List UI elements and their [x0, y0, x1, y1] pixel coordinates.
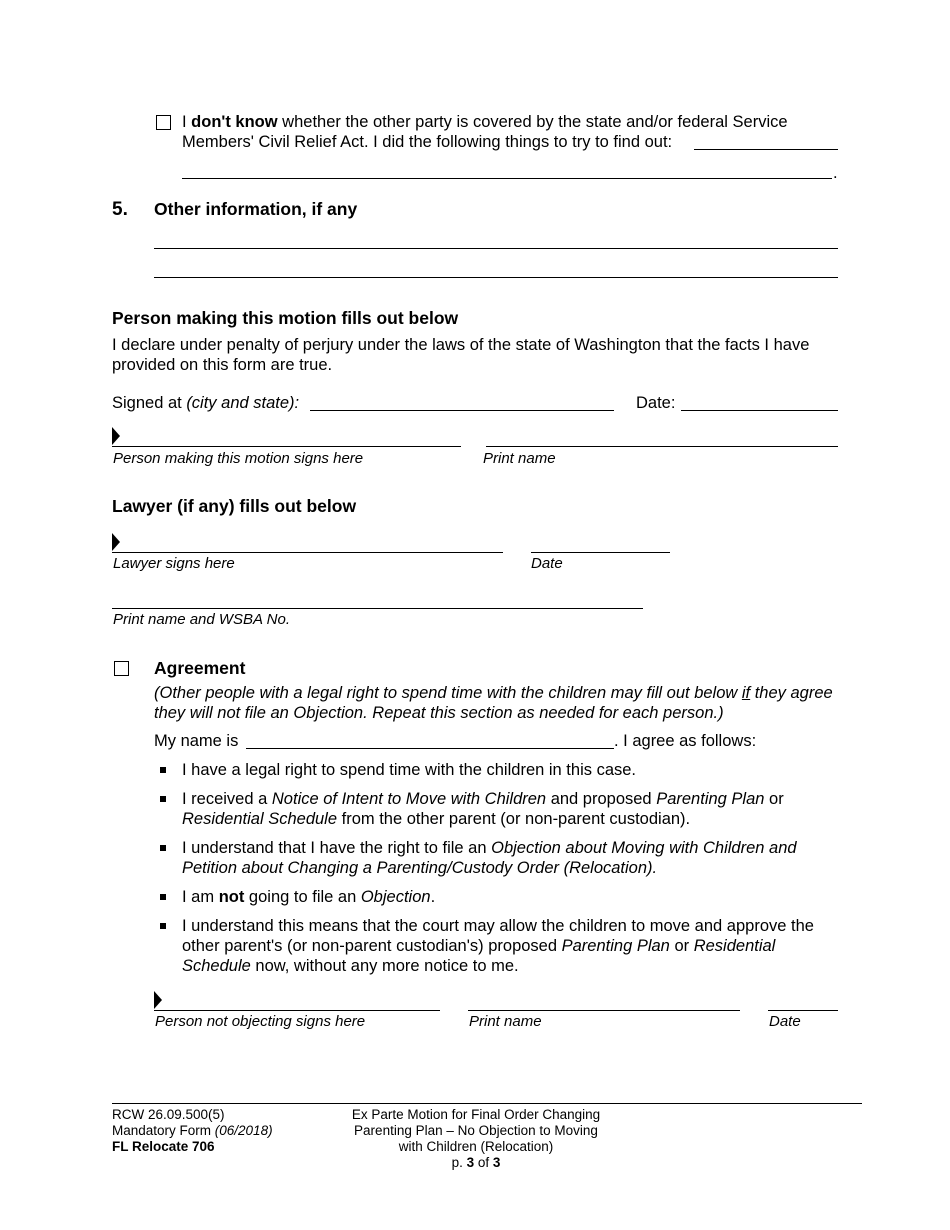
footer-mandatory: Mandatory Form (06/2018): [112, 1123, 273, 1138]
agreement-date-caption: Date: [769, 1013, 801, 1030]
signature-arrow-icon: [112, 427, 120, 445]
bullet-1-marker: [160, 767, 166, 773]
dont-know-line1: I don't know whether the other party is covered by the state and/or federal Service: [182, 113, 788, 131]
dont-know-line2: Members' Civil Relief Act. I did the following things to try to find out:: [182, 133, 673, 151]
section-5-number: 5.: [112, 199, 128, 220]
agreement-checkbox[interactable]: [114, 661, 129, 676]
other-info-field-1[interactable]: [154, 248, 838, 249]
agreement-sign-caption: Person not objecting signs here: [155, 1013, 366, 1030]
signed-at-label: Signed at (city and state):: [112, 394, 300, 412]
footer-title-1: Ex Parte Motion for Final Order Changing: [351, 1107, 601, 1122]
agreement-signature-arrow-icon: [154, 991, 162, 1009]
footer-title-2: Parenting Plan – No Objection to Moving: [354, 1123, 598, 1138]
bullet-3-marker: [160, 845, 166, 851]
bullet-5-text: I understand this means that the court may allow the children to move and approve the other parent's (or non-parent custodian's) proposed Parenting Plan or Residential Schedule now, without any more notice to me.: [182, 917, 814, 975]
bullet-4-text: I am not going to file an Objection.: [182, 888, 436, 906]
lawyer-date-caption: Date: [531, 555, 563, 572]
agreement-date-field[interactable]: [768, 1010, 838, 1011]
agreement-title: Agreement: [154, 658, 246, 678]
agree-label: . I agree as follows:: [614, 732, 757, 750]
signed-at-field[interactable]: [310, 410, 614, 411]
my-name-label: My name is: [154, 732, 239, 750]
agreement-print-caption: Print name: [469, 1013, 542, 1030]
declaration-text: I declare under penalty of perjury under the laws of the state of Washington that the facts I have provided on this form are true.: [112, 336, 810, 374]
lawyer-signature-arrow-icon: [112, 533, 120, 551]
footer-rcw: RCW 26.09.500(5): [112, 1107, 225, 1122]
person-sign-caption: Person making this motion signs here: [113, 450, 364, 467]
footer-page-number: p. 3 of 3: [451, 1155, 501, 1170]
lawyer-section-heading: Lawyer (if any) fills out below: [112, 496, 357, 516]
bullet-4-marker: [160, 894, 166, 900]
person-print-name-field[interactable]: [486, 446, 838, 447]
person-signature-field[interactable]: [112, 446, 461, 447]
dont-know-checkbox[interactable]: [156, 115, 171, 130]
section-5-title: Other information, if any: [154, 199, 358, 219]
agreement-intro: (Other people with a legal right to spend time with the children may fill out below if they agree they will not file an Objection. Repeat this section as needed for each person.): [154, 684, 833, 722]
bullet-5-marker: [160, 923, 166, 929]
my-name-field[interactable]: [246, 748, 614, 749]
bullet-2-marker: [160, 796, 166, 802]
lawyer-date-field[interactable]: [531, 552, 670, 553]
lawyer-print-caption: Print name and WSBA No.: [113, 611, 291, 628]
person-print-caption: Print name: [483, 450, 556, 467]
agreement-signature-field[interactable]: [154, 1010, 440, 1011]
footer-title-3: with Children (Relocation): [398, 1139, 554, 1154]
bullet-2-text: I received a Notice of Intent to Move with Children and proposed Parenting Plan or Residential Schedule from the other parent (or non-parent custodian).: [182, 790, 784, 828]
footer-left: [112, 1107, 273, 1155]
date-field[interactable]: [681, 410, 838, 411]
footer-form-id: FL Relocate 706: [112, 1139, 215, 1154]
person-section-heading: Person making this motion fills out below: [112, 308, 459, 328]
footer-divider: [112, 1103, 862, 1104]
lawyer-sign-caption: Lawyer signs here: [113, 555, 235, 572]
lawyer-signature-field[interactable]: [112, 552, 503, 553]
footer-center: [326, 1107, 626, 1171]
lawyer-print-name-field[interactable]: [112, 608, 643, 609]
agreement-print-name-field[interactable]: [468, 1010, 740, 1011]
bullet-3-text: I understand that I have the right to file an Objection about Moving with Children and Petition about Changing a Parenting/Custody Order (Relocation).: [182, 839, 797, 877]
bullet-1-text: I have a legal right to spend time with the children in this case.: [182, 761, 636, 779]
find-out-field-2[interactable]: [182, 178, 832, 179]
find-out-period: .: [833, 164, 838, 182]
find-out-field-1[interactable]: [694, 149, 838, 150]
date-label: Date:: [636, 394, 676, 412]
other-info-field-2[interactable]: [154, 277, 838, 278]
